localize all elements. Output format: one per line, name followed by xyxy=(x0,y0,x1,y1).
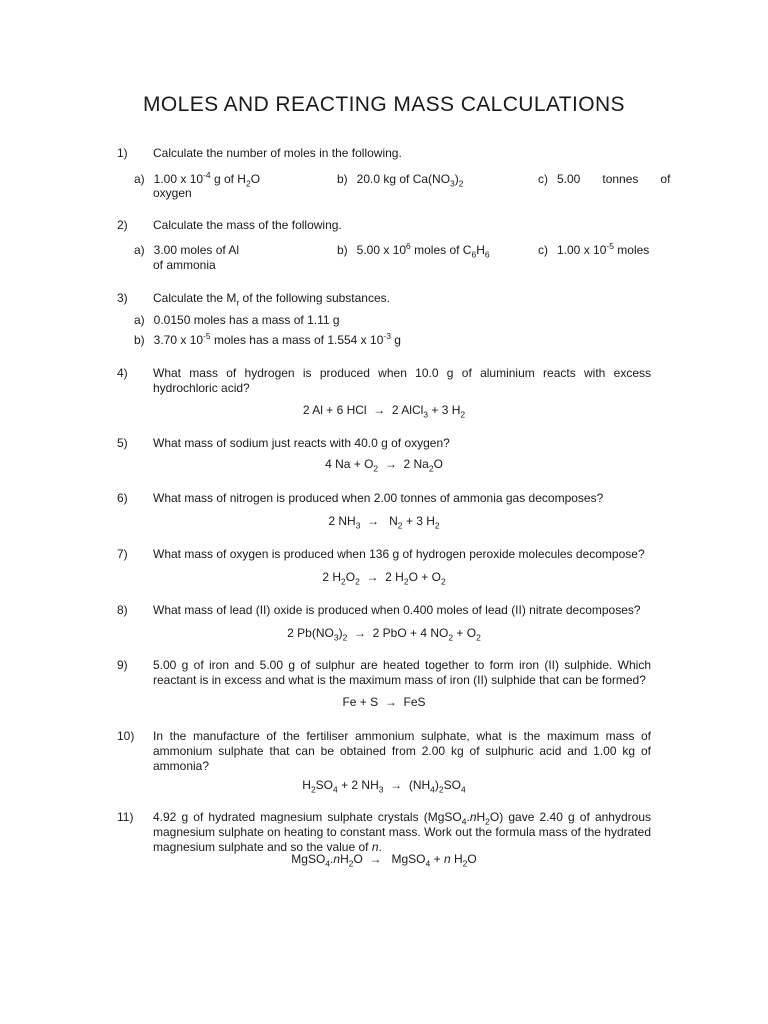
q2-wrap-text: of ammonia xyxy=(153,258,216,272)
q5-text: What mass of sodium just reacts with 40.0 g of oxygen? xyxy=(153,436,450,450)
q1-part-b: b) 20.0 kg of $Ca(NO_3)_2$ xyxy=(337,172,464,189)
q8-number: 8) xyxy=(117,603,128,617)
q6-number: 6) xyxy=(117,491,128,505)
q8-equation: 2 $Pb(NO_3)_2 \to 2$ PbO + 4 $NO_2 + O_2$ xyxy=(287,626,481,643)
q9-number: 9) xyxy=(117,658,128,672)
reaction-arrow-icon: → xyxy=(384,695,397,709)
reaction-arrow-icon: → xyxy=(373,403,386,417)
q8-text: What mass of lead (II) oxide is produced when 0.400 moles of lead (II) nitrate decomposes? xyxy=(153,603,641,617)
q2-text: Calculate the mass of the following. xyxy=(153,218,342,232)
page-title: MOLES AND REACTING MASS CALCULATIONS xyxy=(143,93,625,116)
q10-text: In the manufacture of the fertiliser ammonium sulphate, what is the maximum mass of ammonium sulphate that can be obtained from 2.00 kg of sulphuric acid and 1.00 kg of ammonia? xyxy=(153,729,651,773)
q2-number: 2) xyxy=(117,218,128,232)
q6-equation: 2 $NH_3$ → $N_2 + 3$ $H_2$ xyxy=(328,514,440,531)
q1-part-a: a) 1.00 x $10^{-4}$ g of $H_2O$ xyxy=(134,170,261,189)
reaction-arrow-icon: → xyxy=(367,514,380,528)
q1-number: 1) xyxy=(117,146,128,160)
q9-text: 5.00 g of iron and 5.00 g of sulphur are heated together to form iron (II) sulphide. Which reactant is in excess and what is the maximum mass of iron (II) sulphide that can be formed? xyxy=(153,658,651,687)
q1-text: Calculate the number of moles in the following. xyxy=(153,146,402,160)
q7-number: 7) xyxy=(117,547,128,561)
reaction-arrow-icon: → xyxy=(369,852,382,866)
reaction-arrow-icon: → xyxy=(390,778,403,792)
q3-number: 3) xyxy=(117,291,128,305)
q2-part-b: b) 5.00 x $10^6$ moles of $C_6H_6$ xyxy=(337,241,490,260)
q11-equation: $MgSO_4.nH_2O$ → MgSO$_4$ + n $H_2O$ xyxy=(291,852,477,869)
q11-number: 11) xyxy=(117,810,134,824)
q1-wrap-text: oxygen xyxy=(153,186,192,200)
q3-part-b: b) 3.70 x $10^{-5}$ moles has a mass of 1.554 x $10^{-3}$ g xyxy=(134,331,401,347)
q7-equation: 2 $H_2O_2 \to 2$ $H_2O + O_2$ xyxy=(322,570,446,587)
reaction-arrow-icon: → xyxy=(366,570,379,584)
q11-text: 4.92 g of hydrated magnesium sulphate crystals $(MgSO_4.nH_2O)$ gave 2.40 g of anhydrous magnesium sulphate on heating to constant mass. Work out the formula mass of the hydrated magnesium sulphate and so the value of n. xyxy=(153,810,651,854)
q4-text: What mass of hydrogen is produced when 10.0 g of aluminium reacts with excess hydrochloric acid? xyxy=(153,366,651,395)
q4-number: 4) xyxy=(117,366,128,380)
q2-part-a: a) 3.00 moles of Al xyxy=(134,243,240,257)
q4-equation: 2 Al + 6 HCl → 2 AlCl$_3$ + 3 $H_2$ xyxy=(302,403,466,420)
q6-text: What mass of nitrogen is produced when 2.00 tonnes of ammonia gas decomposes? xyxy=(153,491,604,505)
q10-number: 10) xyxy=(117,729,135,743)
q5-equation: 4 $Na + O_2 \to 2$ $Na_2O$ xyxy=(325,457,443,474)
q2-part-c: c) 1.00 x $10^{-5}$ moles xyxy=(538,241,650,257)
q3-text: Calculate the $M_r$ of the following substances. xyxy=(153,291,390,308)
q7-text: What mass of oxygen is produced when 136 g of hydrogen peroxide molecules decompose? xyxy=(153,547,645,561)
reaction-arrow-icon: → xyxy=(353,626,366,640)
reaction-arrow-icon: → xyxy=(384,457,397,471)
q3-part-a: a) 0.0150 moles has a mass of 1.11 g xyxy=(134,313,340,327)
q5-number: 5) xyxy=(117,436,128,450)
q10-equation: $H_2SO_4 + 2$ $NH_3 \to (NH_4)_2SO_4$ xyxy=(302,778,466,795)
q9-equation: Fe + S → FeS xyxy=(342,695,426,709)
q1-part-c: c) 5.00 tonnes of xyxy=(538,172,671,186)
